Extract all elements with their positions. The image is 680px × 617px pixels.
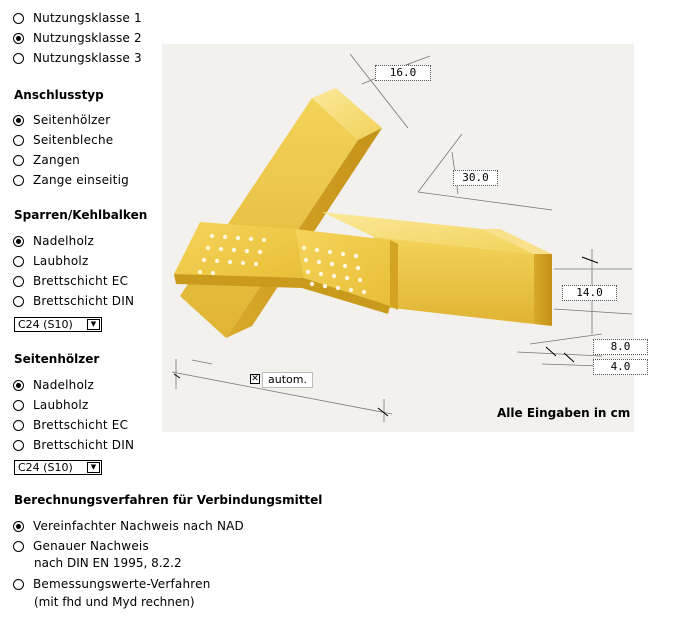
radio-seiten-brettschicht-din[interactable] xyxy=(13,437,134,453)
radio-label: Vereinfachter Nachweis nach NAD xyxy=(33,519,245,533)
autom-label: autom. xyxy=(262,372,313,388)
dim-input-angle[interactable]: 30.0 xyxy=(453,170,498,186)
horizontal-beam-end xyxy=(534,254,552,326)
berechnung-heading: Berechnungsverfahren für Verbindungsmittel xyxy=(14,493,323,507)
radio-zangen[interactable] xyxy=(13,152,80,168)
radio-indicator[interactable] xyxy=(13,380,24,391)
sparren-heading: Sparren/Kehlbalken xyxy=(14,208,148,222)
select-value: C24 (S10) xyxy=(18,318,73,331)
radio-sublabel: nach DIN EN 1995, 8.2.2 xyxy=(34,556,182,570)
radio-indicator[interactable] xyxy=(13,175,24,186)
radio-indicator[interactable] xyxy=(13,155,24,166)
radio-label: Bemessungswerte-Verfahren xyxy=(33,577,211,591)
radio-seitenhoelzer[interactable] xyxy=(13,112,110,128)
radio-nutzungsklasse-1[interactable] xyxy=(13,10,142,26)
radio-indicator[interactable] xyxy=(13,579,24,590)
radio-label: Brettschicht DIN xyxy=(33,438,135,452)
radio-indicator[interactable] xyxy=(13,276,24,287)
radio-indicator[interactable] xyxy=(13,33,24,44)
radio-sublabel: (mit fhd und Myd rechnen) xyxy=(34,595,195,609)
radio-label: Nadelholz xyxy=(33,234,95,248)
radio-bemessungswerte[interactable] xyxy=(13,576,211,592)
radio-label: Seitenbleche xyxy=(33,133,114,147)
radio-indicator[interactable] xyxy=(13,521,24,532)
radio-label: Seitenhölzer xyxy=(33,113,111,127)
radio-zange-einseitig[interactable] xyxy=(13,172,129,188)
radio-indicator[interactable] xyxy=(13,53,24,64)
radio-label: Nadelholz xyxy=(33,378,95,392)
radio-seiten-laubholz[interactable] xyxy=(13,397,88,413)
radio-genauer-nachweis[interactable] xyxy=(13,538,149,554)
chevron-down-icon[interactable]: ▼ xyxy=(87,462,100,473)
sparren-grade-select[interactable] xyxy=(14,317,102,332)
seitenhoelzer-heading: Seitenhölzer xyxy=(14,352,100,366)
radio-label: Laubholz xyxy=(33,398,89,412)
side-plate-edge-right xyxy=(390,240,398,310)
radio-seiten-brettschicht-ec[interactable] xyxy=(13,417,128,433)
radio-indicator[interactable] xyxy=(13,115,24,126)
units-note: Alle Eingaben in cm xyxy=(497,406,631,420)
radio-nutzungsklasse-2[interactable] xyxy=(13,30,142,46)
radio-label: Zangen xyxy=(33,153,80,167)
radio-seiten-nadelholz[interactable] xyxy=(13,377,94,393)
dim-input-b[interactable]: 4.0 xyxy=(593,359,648,375)
radio-sparren-brettschicht-din[interactable] xyxy=(13,293,134,309)
chevron-down-icon[interactable]: ▼ xyxy=(87,319,100,330)
radio-indicator[interactable] xyxy=(13,541,24,552)
radio-seitenbleche[interactable] xyxy=(13,132,113,148)
anschlusstyp-heading: Anschlusstyp xyxy=(14,88,104,102)
select-value: C24 (S10) xyxy=(18,461,73,474)
radio-indicator[interactable] xyxy=(13,13,24,24)
autom-checkbox[interactable]: ✕ xyxy=(251,374,259,384)
radio-label: Laubholz xyxy=(33,254,89,268)
radio-label: Brettschicht EC xyxy=(33,274,129,288)
radio-indicator[interactable] xyxy=(13,440,24,451)
radio-indicator[interactable] xyxy=(13,296,24,307)
radio-vereinfachter-nachweis[interactable] xyxy=(13,518,244,534)
dim-input-top[interactable]: 16.0 xyxy=(375,65,431,81)
side-plate-left xyxy=(174,222,304,278)
radio-nutzungsklasse-3[interactable] xyxy=(13,50,142,66)
dim-input-height[interactable]: 14.0 xyxy=(562,285,617,301)
radio-sparren-brettschicht-ec[interactable] xyxy=(13,273,128,289)
dim-input-a[interactable]: 8.0 xyxy=(593,339,648,355)
radio-indicator[interactable] xyxy=(13,135,24,146)
sparren-beam-face xyxy=(180,98,358,338)
radio-indicator[interactable] xyxy=(13,420,24,431)
radio-indicator[interactable] xyxy=(13,400,24,411)
radio-label: Nutzungsklasse 2 xyxy=(33,31,142,45)
connection-diagram xyxy=(162,44,634,432)
radio-sparren-laubholz[interactable] xyxy=(13,253,88,269)
timber-joint-illustration xyxy=(162,44,634,432)
radio-indicator[interactable] xyxy=(13,236,24,247)
radio-indicator[interactable] xyxy=(13,256,24,267)
radio-label: Zange einseitig xyxy=(33,173,129,187)
radio-label: Brettschicht EC xyxy=(33,418,129,432)
radio-label: Nutzungsklasse 1 xyxy=(33,11,142,25)
radio-label: Nutzungsklasse 3 xyxy=(33,51,142,65)
seitenhoelzer-grade-select[interactable] xyxy=(14,460,102,475)
radio-label: Genauer Nachweis xyxy=(33,539,149,553)
radio-label: Brettschicht DIN xyxy=(33,294,135,308)
radio-sparren-nadelholz[interactable] xyxy=(13,233,94,249)
